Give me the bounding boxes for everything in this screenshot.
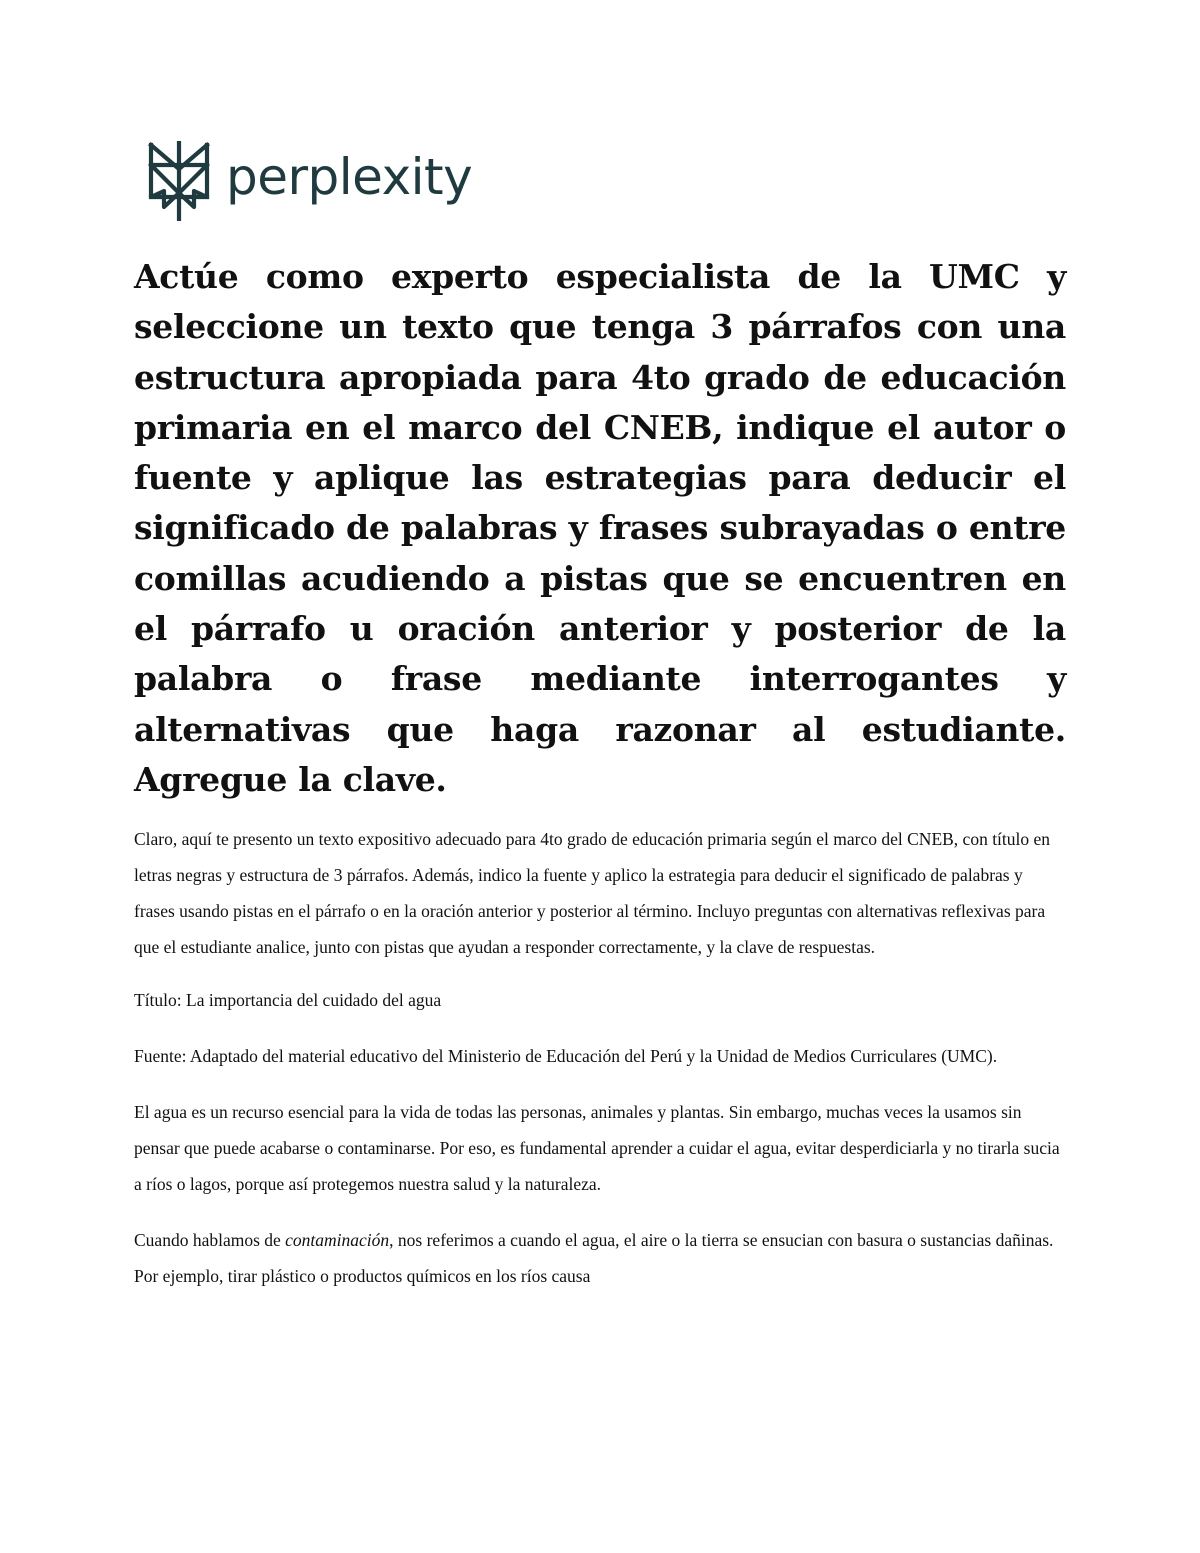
paragraph-2-start: Cuando hablamos de: [134, 1230, 286, 1251]
paragraph-2: [134, 1222, 1066, 1294]
perplexity-logo-icon: [146, 141, 212, 221]
source-line: Fuente: Adaptado del material educativo del Ministerio de Educación del Perú y la Unidad de Medios Curriculares (UMC).: [134, 1046, 998, 1067]
text-title-line: Título: La importancia del cuidado del agua: [134, 990, 442, 1011]
emphasized-term: contaminación: [285, 1230, 390, 1251]
paragraph-2-rest: , nos referimos a cuando el agua, el aire o la tierra se ensucian con basura o sustancias dañinas. Por ejemplo, tirar plástico o productos químicos en los ríos causa: [134, 1230, 1054, 1287]
intro-paragraph: Claro, aquí te presento un texto expositivo adecuado para 4to grado de educación primaria según el marco del CNEB, con título en letras negras y estructura de 3 párrafos. Además, indico la fuente y aplico la estrategia para deducir el significado de palabras y frases usando pistas en el párrafo o en la oración anterior y posterior al término. Incluyo preguntas con alternativas reflexivas para que el estudiante analice, junto con pistas que ayudan a responder correctamente, y la clave de respuestas.: [134, 829, 1051, 958]
prompt-heading: Actúe como experto especialista de la UMC y seleccione un texto que tenga 3 párrafos con una estructura apropiada para 4to grado de educación primaria en el marco del CNEB, indique el autor o fuente y aplique las estrategias para deducir el significado de palabras y frases subrayadas o entre comillas acudiendo a pistas que se encuentren en el párrafo u oración anterior y posterior de la palabra o frase mediante interrogantes y alternativas que haga razonar al estudiante. Agregue la clave.: [134, 257, 1066, 799]
perplexity-logo: [146, 140, 472, 222]
paragraph-1: El agua es un recurso esencial para la vida de todas las personas, animales y plantas. Sin embargo, muchas veces la usamos sin pensar que puede acabarse o contaminarse. Por eso, es fundamental aprender a cuidar el agua, evitar desperdiciarla y no tirarla sucia a ríos o lagos, porque así protegemos nuestra salud y la naturaleza.: [134, 1102, 1060, 1195]
document-content: [134, 252, 1066, 1294]
logo-wordmark: perplexity: [226, 148, 473, 206]
